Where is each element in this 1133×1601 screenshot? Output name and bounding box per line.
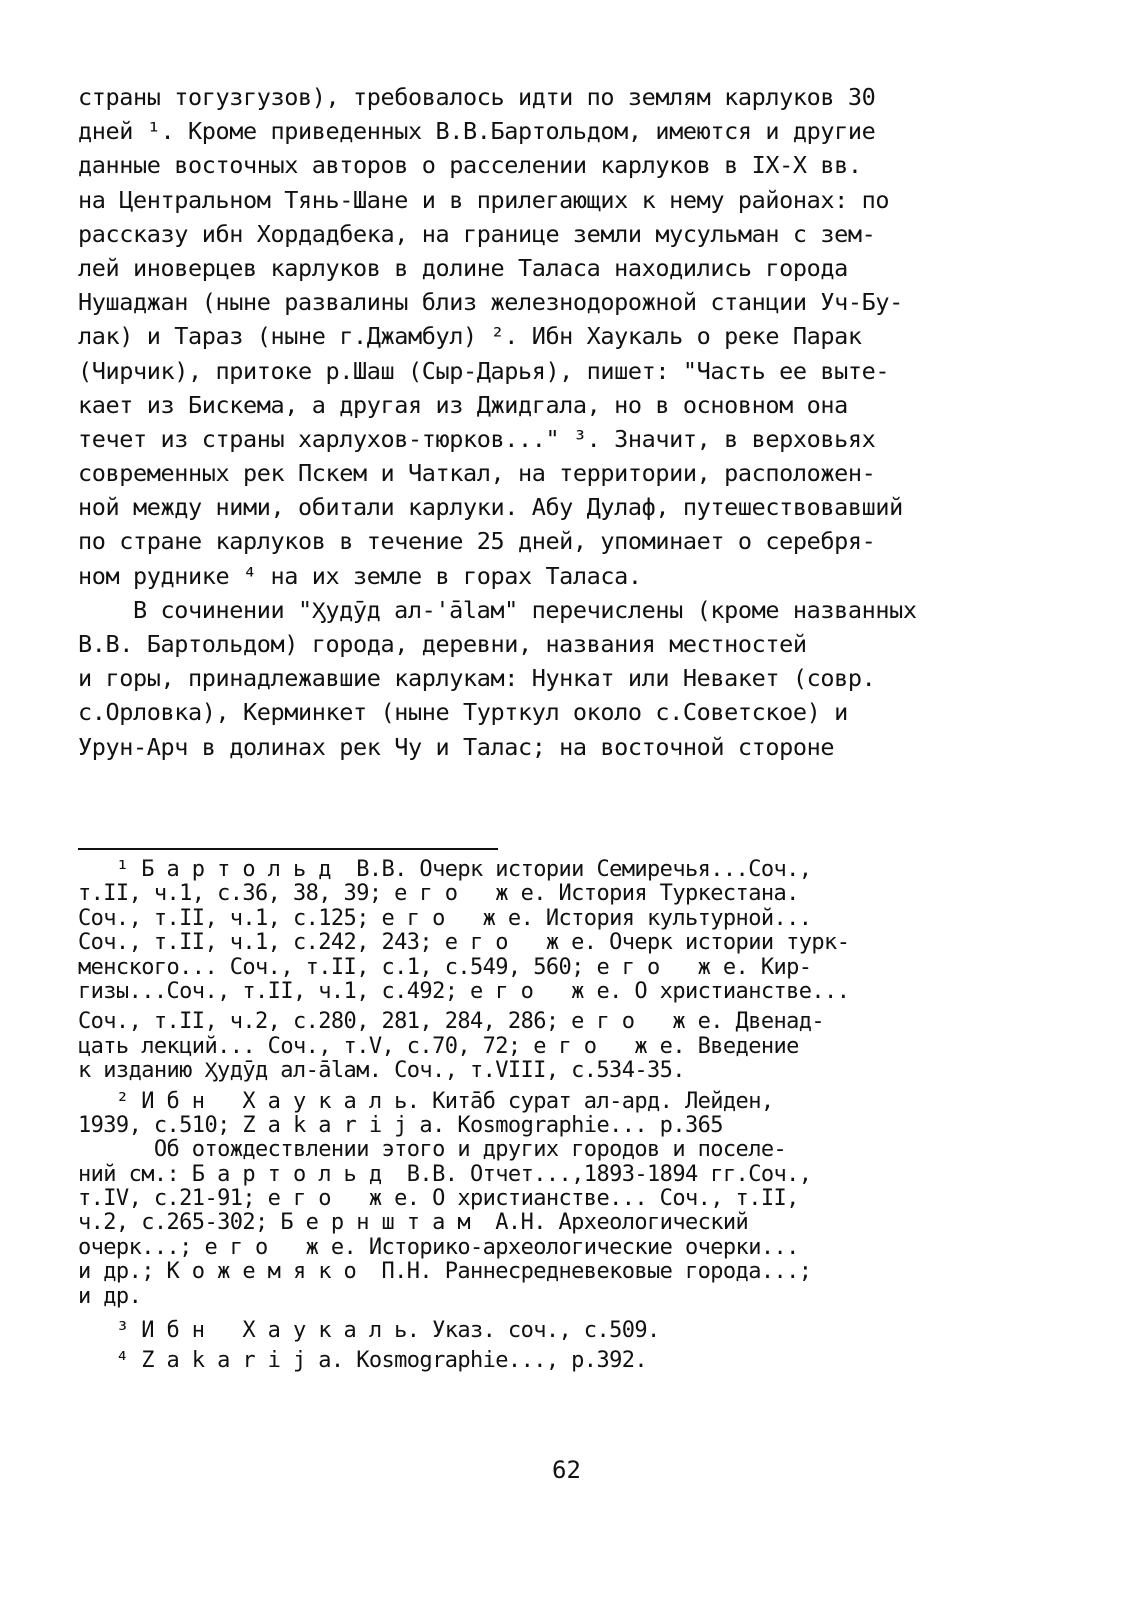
footnote-line: и др.; К о ж е м я к о П.Н. Раннесредневековые города...; [78, 1259, 812, 1285]
footnote-line: цать лекций... Соч., т.V, с.70, 72; е г о ж е. Введение [78, 1033, 799, 1059]
text-line: ном руднике ⁴ на их земле в горах Таласа. [78, 561, 642, 590]
text-line: течет из страны харлухов-тюрков..." ³. Значит, в верховьях [78, 424, 876, 453]
footnote-line: ¹ Б а р т о л ь д В.В. Очерк истории Семиречья...Соч., [78, 857, 812, 882]
footnote-line: Соч., т.II, ч.2, с.280, 281, 284, 286; е г о ж е. Двенад- [78, 1009, 825, 1035]
footnote-line: гизы...Соч., т.II, ч.1, с.492; е г о ж е. О христианстве... [78, 978, 850, 1004]
footnote-line: т.IV, с.21-91; е г о ж е. О христианстве... Соч., т.II, [78, 1186, 799, 1212]
text-line: лей иноверцев карлуков в долине Таласа находились города [78, 253, 848, 282]
text-line: данные восточных авторов о расселении карлуков в IX-X вв. [78, 151, 862, 180]
text-line: Нушаджан (ныне развалины близ железнодорожной станции Уч-Бу- [78, 288, 903, 317]
text-line: Урун-Арч в долинах рек Чу и Талас; на восточной стороне [78, 732, 835, 761]
text-line: страны тогузгузов), требовалось идти по землям карлуков 30 [78, 83, 876, 111]
text-line: В.В. Бартольдом) города, деревни, названия местностей [78, 630, 807, 658]
text-line: В сочинении "Ӽудӯд ал-'ālам" перечислены (кроме названных [78, 595, 917, 624]
footnote-line: т.II, ч.1, с.36, 38, 39; е г о ж е. История Туркестана. [78, 881, 799, 907]
footnote-line: 1939, с.510; Z a k a r i j a. Kosmographie... p.365 [78, 1112, 723, 1138]
footnote-line: Соч., т.II, ч.1, с.242, 243; е г о ж е. Очерк истории турк- [78, 930, 850, 956]
text-line: и горы, принадлежавшие карлукам: Нункат или Невакет (совр. [78, 664, 876, 693]
footnote-line: ч.2, с.265-302; Б е р н ш т а м А.Н. Археологический [78, 1210, 749, 1236]
footnote-line: ² И б н Х а у к а л ь. Китāб сурат ал-ард. Лейден, [78, 1088, 774, 1114]
footnote-line: очерк...; е г о ж е. Историко-археологические очерки... [78, 1234, 799, 1260]
text-line: на Центральном Тянь-Шане и в прилегающих к нему районах: по [78, 185, 890, 214]
footnote-line: ний см.: Б а р т о л ь д В.В. Отчет...,1893-1894 гг.Соч., [78, 1161, 812, 1187]
footnote-separator [78, 848, 498, 850]
page-number: 62 [552, 1456, 581, 1484]
text-line: ной между ними, обитали карлуки. Абу Дулаф, путешествовавший [78, 493, 903, 522]
text-line: современных рек Пскем и Чаткал, на территории, расположен- [78, 459, 876, 488]
text-line: лак) и Тараз (ныне г.Джамбул) ². Ибн Хаукаль о реке Парак [78, 322, 862, 351]
text-line: рассказу ибн Хордадбека, на границе земли мусульман с зем- [78, 219, 876, 248]
main-text [78, 80, 1053, 764]
text-line: (Чирчик), притоке р.Шаш (Сыр-Дарья), пишет: "Часть ее выте- [78, 356, 890, 385]
text-line: дней ¹. Кроме приведенных В.В.Бартольдом, имеются и другие [78, 117, 876, 146]
footnote-line: и др. [78, 1283, 142, 1309]
footnote-line: Об отождествлении этого и других городов и поселе- [78, 1137, 787, 1163]
text-line: по стране карлуков в течение 25 дней, упоминает о серебря- [78, 527, 876, 556]
footnote-line: ⁴ Z a k a r i j a. Kosmographie..., p.392. [78, 1348, 648, 1374]
text-line: кает из Бискема, а другая из Джидгала, но в основном она [78, 390, 848, 419]
footnote-line: ³ И б н Х а у к а л ь. Указ. соч., с.509. [78, 1318, 660, 1344]
footnotes [78, 858, 1053, 1374]
footnote-line: менского... Соч., т.II, с.1, с.549, 560; е г о ж е. Кир- [78, 954, 812, 980]
text-line: с.Орловка), Керминкет (ныне Турткул около с.Советское) и [78, 698, 848, 727]
footnote-line: Соч., т.II, ч.1, с.125; е г о ж е. История культурной... [78, 905, 812, 931]
footnote-line: к изданию Ӽудӯд ал-ālам. Соч., т.VIII, с.534-35. [78, 1058, 685, 1084]
